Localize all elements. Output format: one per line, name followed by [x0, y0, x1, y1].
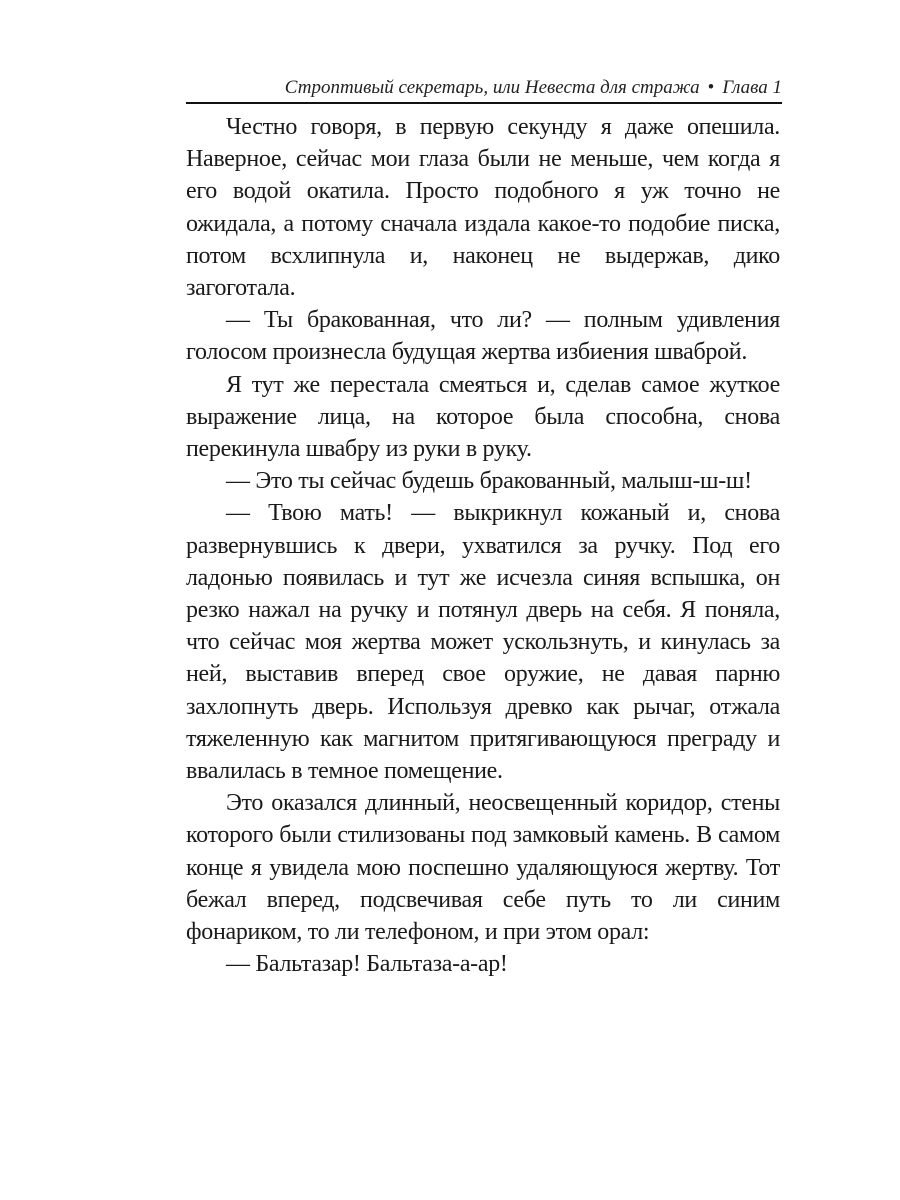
paragraph: — Ты бракованная, что ли? — полным удивления голосом произнесла будущая жертва избиения шваброй. — [186, 307, 780, 366]
body-text — [186, 111, 780, 980]
header-rule — [186, 102, 782, 104]
paragraph: Это оказался длинный, неосвещенный коридор, стены которого были стилизованы под замковый камень. В самом конце я увидела мою поспешно удаляющуюся жертву. Тот бежал вперед, подсвечивая себе путь то ли синим фонариком, то ли телефоном, и при этом орал: — [186, 790, 780, 946]
paragraph: — Твою мать! — выкрикнул кожаный и, снова развернувшись к двери, ухватился за ручку. Под его ладонью появилась и тут же исчезла синяя вспышка, он резко нажал на ручку и потянул дверь на себя. Я поняла, что сейчас моя жертва может ускользнуть, и кинулась за ней, выставив вперед свое оружие, не давая парню захлопнуть дверь. Используя древко как рычаг, отжала тяжеленную как магнитом притягивающуюся преграду и ввалилась в темное помещение. — [186, 500, 780, 785]
paragraph: — Бальтазар! Бальтаза-а-ар! — [226, 951, 508, 978]
running-header — [186, 74, 782, 102]
book-title: Строптивый секретарь, или Невеста для стража — [284, 77, 700, 98]
paragraph: Я тут же перестала смеяться и, сделав самое жуткое выражение лица, на которое была способна, снова перекинула швабру из руки в руку. — [186, 371, 780, 463]
paragraph: — Это ты сейчас будешь бракованный, малыш-ш-ш! — [226, 468, 752, 495]
paragraph: Честно говоря, в первую секунду я даже опешила. Наверное, сейчас мои глаза были не меньше, чем когда я его водой окатила. Просто подобного я уж точно не ожидала, а потому сначала издала какое-то подобие писка, потом всхлипнула и, наконец не выдержав, дико загоготала. — [186, 114, 780, 302]
header-separator: • — [707, 77, 715, 98]
chapter-label: Глава 1 — [722, 77, 782, 98]
